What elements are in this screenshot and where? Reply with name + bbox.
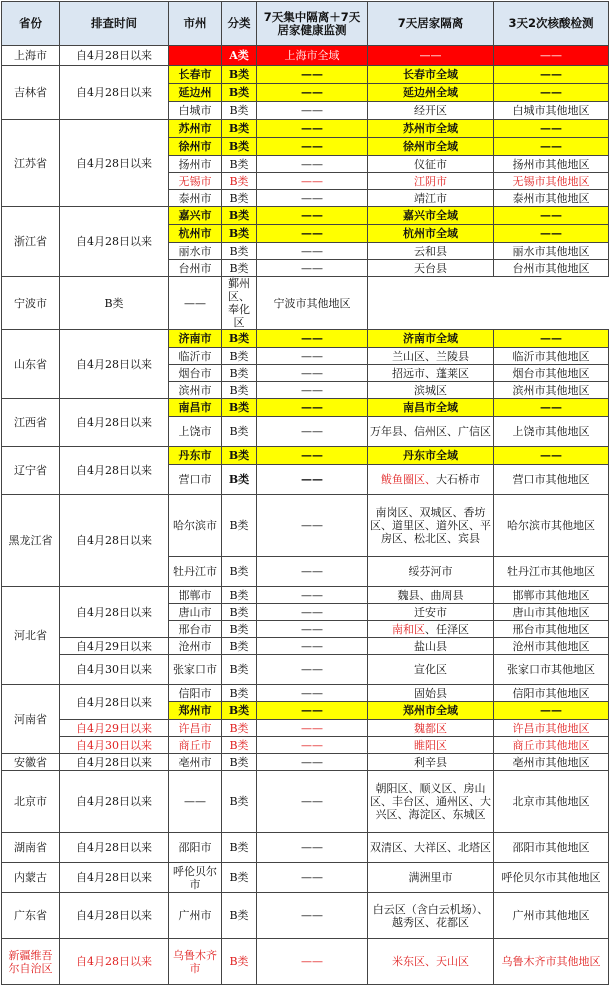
table-row	[2, 893, 609, 939]
header-nucleic-test: 3天2次核酸检测	[494, 2, 609, 46]
table-cell: 苏州市全域	[368, 120, 494, 138]
table-cell: 丹东市	[169, 447, 222, 465]
table-cell: 台州市其他地区	[494, 260, 609, 277]
header-city: 市州	[169, 2, 222, 46]
table-cell: 满洲里市	[368, 863, 494, 893]
table-cell: B类	[222, 417, 257, 447]
table-cell: 鄞州区、奉化区	[222, 277, 257, 330]
table-row	[2, 207, 609, 225]
table-cell: 魏都区	[368, 720, 494, 737]
table-cell: ——	[257, 621, 368, 638]
table-cell: B类	[222, 495, 257, 557]
table-cell: B类	[222, 685, 257, 702]
table-cell: 许昌市	[169, 720, 222, 737]
table-cell: B类	[222, 156, 257, 173]
table-cell: 兰山区、兰陵县	[368, 348, 494, 365]
table-cell: 郑州市	[169, 702, 222, 720]
table-cell: 江苏省	[2, 120, 60, 207]
table-cell: ——	[494, 46, 609, 66]
table-cell: 自4月29日以来	[60, 638, 169, 655]
table-cell: B类	[222, 465, 257, 495]
table-row	[2, 638, 609, 655]
table-cell: 信阳市	[169, 685, 222, 702]
table-cell: ——	[257, 260, 368, 277]
table-cell: ——	[494, 225, 609, 243]
table-row	[2, 330, 609, 348]
table-cell: B类	[222, 190, 257, 207]
table-cell: B类	[222, 399, 257, 417]
table-cell: 亳州市其他地区	[494, 754, 609, 771]
table-cell: 白城市其他地区	[494, 102, 609, 120]
table-cell: 滨州市其他地区	[494, 382, 609, 399]
table-cell: ——	[257, 447, 368, 465]
table-cell: 嘉兴市全域	[368, 207, 494, 225]
table-cell: 朝阳区、顺义区、房山区、丰台区、通州区、大兴区、海淀区、东城区	[368, 771, 494, 833]
table-cell: ——	[257, 720, 368, 737]
table-cell: 无锡市	[169, 173, 222, 190]
cell-red-part: 鲅鱼圈区、	[381, 473, 436, 486]
table-cell: 自4月28日以来	[60, 893, 169, 939]
table-cell: 临沂市其他地区	[494, 348, 609, 365]
table-cell: B类	[222, 557, 257, 587]
table-cell: B类	[222, 382, 257, 399]
cell-black-part: 、任泽区	[425, 622, 469, 636]
table-row	[2, 833, 609, 863]
table-cell: 自4月30日以来	[60, 737, 169, 754]
table-cell: 上饶市	[169, 417, 222, 447]
table-cell: 自4月29日以来	[60, 720, 169, 737]
table-cell: 张家口市	[169, 655, 222, 685]
table-cell: ——	[257, 737, 368, 754]
table-cell: ——	[257, 655, 368, 685]
table-row	[2, 447, 609, 465]
table-cell: ——	[257, 330, 368, 348]
header-centralized-quarantine: 7天集中隔离＋7天居家健康监测	[257, 2, 368, 46]
table-cell: 双清区、大祥区、北塔区	[368, 833, 494, 863]
table-cell: 自4月28日以来	[60, 587, 169, 638]
table-cell: 泰州市其他地区	[494, 190, 609, 207]
table-cell: ——	[257, 771, 368, 833]
table-cell: 南岗区、双城区、香坊区、道里区、道外区、平房区、松北区、宾县	[368, 495, 494, 557]
table-cell: 宣化区	[368, 655, 494, 685]
table-cell: 湖南省	[2, 833, 60, 863]
table-cell: 浙江省	[2, 207, 60, 277]
table-cell: 经开区	[368, 102, 494, 120]
table-cell: 云和县	[368, 243, 494, 260]
table-cell: 邵阳市其他地区	[494, 833, 609, 863]
cell-red-part: 南和区	[392, 622, 425, 636]
table-cell: 苏州市	[169, 120, 222, 138]
table-cell: 江阴市	[368, 173, 494, 190]
table-cell: 哈尔滨市	[169, 495, 222, 557]
table-cell: 呼伦贝尔市	[169, 863, 222, 893]
table-row	[2, 771, 609, 833]
table-cell: 邢台市其他地区	[494, 621, 609, 638]
table-cell: 商丘市	[169, 737, 222, 754]
table-cell: 南昌市	[169, 399, 222, 417]
table-cell: ——	[494, 66, 609, 84]
table-cell: 自4月28日以来	[60, 66, 169, 120]
table-cell: 邢台市	[169, 621, 222, 638]
table-cell: ——	[257, 243, 368, 260]
table-cell: B类	[222, 863, 257, 893]
table-cell: ——	[257, 348, 368, 365]
table-cell	[368, 465, 494, 495]
table-cell: B类	[222, 365, 257, 382]
table-cell: ——	[257, 465, 368, 495]
table-cell: 烟台市	[169, 365, 222, 382]
table-cell: ——	[257, 417, 368, 447]
table-cell: B类	[222, 173, 257, 190]
table-cell: 长春市全域	[368, 66, 494, 84]
table-cell: ——	[257, 893, 368, 939]
table-cell: 杭州市全域	[368, 225, 494, 243]
table-cell: 台州市	[169, 260, 222, 277]
table-cell: 延边州全域	[368, 84, 494, 102]
table-cell: ——	[257, 754, 368, 771]
table-cell: 徐州市全域	[368, 138, 494, 156]
table-cell: ——	[169, 277, 222, 330]
table-cell: B类	[222, 604, 257, 621]
table-cell: 济南市全域	[368, 330, 494, 348]
risk-area-table	[1, 1, 609, 985]
table-cell: ——	[257, 120, 368, 138]
table-cell: ——	[257, 382, 368, 399]
table-cell: 营口市其他地区	[494, 465, 609, 495]
table-cell: B类	[222, 207, 257, 225]
table-cell: B类	[60, 277, 169, 330]
table-cell: 自4月28日以来	[60, 771, 169, 833]
table-cell: 郑州市全域	[368, 702, 494, 720]
table-cell: 吉林省	[2, 66, 60, 120]
table-cell: B类	[222, 260, 257, 277]
table-cell: ——	[169, 771, 222, 833]
table-row	[2, 495, 609, 557]
table-cell: 河北省	[2, 587, 60, 685]
table-cell: 邵阳市	[169, 833, 222, 863]
table-cell: 哈尔滨市其他地区	[494, 495, 609, 557]
table-cell: 滨城区	[368, 382, 494, 399]
table-cell: ——	[257, 495, 368, 557]
table-cell: B类	[222, 737, 257, 754]
table-cell: 黑龙江省	[2, 495, 60, 587]
table-cell: 唐山市其他地区	[494, 604, 609, 621]
table-row	[2, 46, 609, 66]
table-row	[2, 939, 609, 985]
table-cell: B类	[222, 638, 257, 655]
table-cell: 信阳市其他地区	[494, 685, 609, 702]
table-cell: B类	[222, 720, 257, 737]
table-cell: 利辛县	[368, 754, 494, 771]
table-cell: 邯郸市其他地区	[494, 587, 609, 604]
table-cell: ——	[257, 604, 368, 621]
table-cell: 丹东市全域	[368, 447, 494, 465]
table-cell: 北京市	[2, 771, 60, 833]
table-cell: B类	[222, 102, 257, 120]
table-cell: B类	[222, 330, 257, 348]
header-check-time: 排查时间	[60, 2, 169, 46]
table-cell: 自4月30日以来	[60, 655, 169, 685]
table-cell: ——	[257, 102, 368, 120]
table-cell: ——	[257, 138, 368, 156]
table-cell: 江西省	[2, 399, 60, 447]
table-cell: ——	[368, 46, 494, 66]
table-cell: ——	[494, 399, 609, 417]
table-cell: ——	[494, 120, 609, 138]
table-cell: 河南省	[2, 685, 60, 754]
table-cell: ——	[494, 138, 609, 156]
table-cell: 乌鲁木齐市其他地区	[494, 939, 609, 985]
header-province: 省份	[2, 2, 60, 46]
table-cell: ——	[257, 702, 368, 720]
table-cell: 牡丹江市	[169, 557, 222, 587]
table-row	[2, 399, 609, 417]
table-cell: B类	[222, 833, 257, 863]
table-cell: 宁波市其他地区	[257, 277, 368, 330]
table-row	[2, 655, 609, 685]
table-cell: B类	[222, 771, 257, 833]
table-cell: 长春市	[169, 66, 222, 84]
table-cell: 烟台市其他地区	[494, 365, 609, 382]
table-cell: 新疆维吾尔自治区	[2, 939, 60, 985]
table-cell: 牡丹江市其他地区	[494, 557, 609, 587]
table-cell: 米东区、天山区	[368, 939, 494, 985]
table-cell: 泰州市	[169, 190, 222, 207]
table-cell: ——	[257, 173, 368, 190]
table-cell: 上海市全域	[257, 46, 368, 66]
table-cell: B类	[222, 621, 257, 638]
table-cell: 自4月28日以来	[60, 120, 169, 207]
table-cell: 扬州市其他地区	[494, 156, 609, 173]
table-cell: 扬州市	[169, 156, 222, 173]
table-cell	[368, 621, 494, 638]
table-cell: 宁波市	[2, 277, 60, 330]
table-cell: 天台县	[368, 260, 494, 277]
table-cell: 仪征市	[368, 156, 494, 173]
table-cell: 商丘市其他地区	[494, 737, 609, 754]
table-cell: B类	[222, 754, 257, 771]
table-cell: 自4月28日以来	[60, 399, 169, 447]
table-cell: 丽水市其他地区	[494, 243, 609, 260]
table-cell: ——	[257, 66, 368, 84]
table-cell: 山东省	[2, 330, 60, 399]
table-cell: 无锡市其他地区	[494, 173, 609, 190]
table-cell: 营口市	[169, 465, 222, 495]
table-cell: B类	[222, 138, 257, 156]
table-cell: ——	[257, 863, 368, 893]
table-cell: 广州市	[169, 893, 222, 939]
table-cell: ——	[494, 207, 609, 225]
table-cell: 沧州市	[169, 638, 222, 655]
header-home-quarantine: 7天居家隔离	[368, 2, 494, 46]
table-cell: A类	[222, 46, 257, 66]
table-cell: ——	[494, 84, 609, 102]
table-cell: B类	[222, 587, 257, 604]
table-cell: B类	[222, 84, 257, 102]
table-cell: B类	[222, 348, 257, 365]
table-cell: B类	[222, 66, 257, 84]
table-cell: ——	[257, 399, 368, 417]
table-cell: 北京市其他地区	[494, 771, 609, 833]
table-cell: 内蒙古	[2, 863, 60, 893]
table-cell: 临沂市	[169, 348, 222, 365]
table-cell: 自4月28日以来	[60, 330, 169, 399]
table-cell: 唐山市	[169, 604, 222, 621]
table-cell: 绥芬河市	[368, 557, 494, 587]
table-row	[2, 120, 609, 138]
table-cell: 滨州市	[169, 382, 222, 399]
table-row	[2, 587, 609, 604]
table-cell: ——	[257, 685, 368, 702]
table-cell: 丽水市	[169, 243, 222, 260]
table-cell: 嘉兴市	[169, 207, 222, 225]
table-cell: ——	[257, 207, 368, 225]
table-cell: 邯郸市	[169, 587, 222, 604]
table-cell	[169, 46, 222, 66]
table-cell: 睢阳区	[368, 737, 494, 754]
table-cell: B类	[222, 939, 257, 985]
table-cell: 万年县、信州区、广信区	[368, 417, 494, 447]
table-cell: ——	[494, 447, 609, 465]
table-cell: 自4月28日以来	[60, 754, 169, 771]
table-cell: 魏县、曲周县	[368, 587, 494, 604]
table-cell: ——	[494, 330, 609, 348]
table-cell: 白城市	[169, 102, 222, 120]
table-cell: 亳州市	[169, 754, 222, 771]
table-cell: 招远市、蓬莱区	[368, 365, 494, 382]
table-cell: 徐州市	[169, 138, 222, 156]
table-row	[2, 66, 609, 84]
table-cell: ——	[257, 365, 368, 382]
table-cell: 安徽省	[2, 754, 60, 771]
table-cell: ——	[257, 557, 368, 587]
table-cell: 自4月28日以来	[60, 46, 169, 66]
table-cell: B类	[222, 655, 257, 685]
table-cell: ——	[257, 638, 368, 655]
table-cell: 南昌市全域	[368, 399, 494, 417]
table-cell: ——	[257, 84, 368, 102]
table-cell: 上饶市其他地区	[494, 417, 609, 447]
table-row	[2, 685, 609, 702]
cell-black-part: 大石桥市	[436, 473, 480, 486]
table-cell: 白云区（含白云机场）、越秀区、花都区	[368, 893, 494, 939]
table-row	[2, 277, 609, 330]
table-cell: 呼伦贝尔市其他地区	[494, 863, 609, 893]
table-cell: 自4月28日以来	[60, 495, 169, 587]
table-cell: 广州市其他地区	[494, 893, 609, 939]
table-cell: B类	[222, 702, 257, 720]
table-cell: 杭州市	[169, 225, 222, 243]
table-cell: 自4月28日以来	[60, 447, 169, 495]
table-row	[2, 737, 609, 754]
table-cell: B类	[222, 447, 257, 465]
table-cell: 自4月28日以来	[60, 939, 169, 985]
table-cell: 上海市	[2, 46, 60, 66]
table-cell: 辽宁省	[2, 447, 60, 495]
table-cell: 延边州	[169, 84, 222, 102]
table-cell: ——	[257, 225, 368, 243]
table-cell: ——	[494, 702, 609, 720]
table-row	[2, 754, 609, 771]
table-cell: 自4月28日以来	[60, 863, 169, 893]
table-cell: 自4月28日以来	[60, 207, 169, 277]
table-cell: ——	[257, 190, 368, 207]
header-row	[2, 2, 609, 46]
table-cell: B类	[222, 120, 257, 138]
table-cell: 沧州市其他地区	[494, 638, 609, 655]
table-cell: ——	[257, 939, 368, 985]
table-cell: 广东省	[2, 893, 60, 939]
table-cell: B类	[222, 225, 257, 243]
table-cell: 乌鲁木齐市	[169, 939, 222, 985]
table-row	[2, 863, 609, 893]
table-cell: 靖江市	[368, 190, 494, 207]
table-cell: B类	[222, 243, 257, 260]
table-cell: ——	[257, 156, 368, 173]
table-cell: 许昌市其他地区	[494, 720, 609, 737]
table-cell: ——	[257, 587, 368, 604]
table-cell: 自4月28日以来	[60, 833, 169, 863]
table-cell: 自4月28日以来	[60, 685, 169, 720]
header-category: 分类	[222, 2, 257, 46]
table-cell: 迁安市	[368, 604, 494, 621]
table-cell: 张家口市其他地区	[494, 655, 609, 685]
table-cell: 盐山县	[368, 638, 494, 655]
table-row	[2, 720, 609, 737]
table-cell: B类	[222, 893, 257, 939]
table-cell: ——	[257, 833, 368, 863]
table-cell: 济南市	[169, 330, 222, 348]
table-cell: 固始县	[368, 685, 494, 702]
